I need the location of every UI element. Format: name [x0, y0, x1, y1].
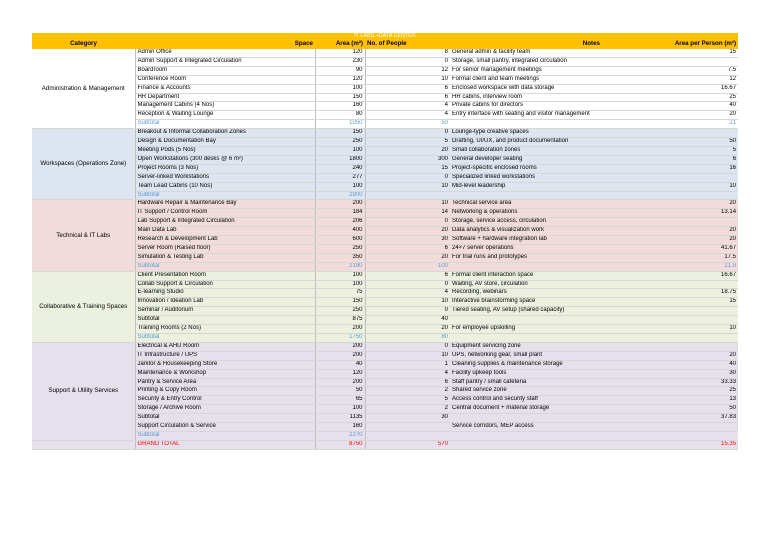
area-cell[interactable]: 100: [315, 146, 365, 155]
table-row: [32, 146, 738, 155]
area-per-person-cell[interactable]: 20: [640, 236, 738, 245]
area-cell[interactable]: 200: [315, 325, 365, 334]
space-cell[interactable]: Subtotal: [135, 316, 315, 325]
space-cell[interactable]: Meeting Pods (5 Nos): [135, 146, 315, 155]
space-cell[interactable]: IT Infrastructure / UPS: [135, 351, 315, 360]
area-per-person-cell[interactable]: 50: [640, 138, 738, 147]
people-cell[interactable]: 0: [365, 342, 450, 351]
area-cell[interactable]: 1135: [315, 414, 365, 423]
area-per-person-cell[interactable]: 15: [640, 49, 738, 57]
notes-cell[interactable]: General developer seating: [450, 155, 640, 164]
notes-cell[interactable]: Storage, small pantry, integrated circulation: [450, 57, 640, 66]
area-cell[interactable]: 100: [315, 280, 365, 289]
table-row: [32, 307, 738, 316]
space-cell[interactable]: Client Presentation Room: [135, 271, 315, 280]
area-cell[interactable]: 2190: [315, 262, 365, 271]
area-cell[interactable]: 350: [315, 253, 365, 262]
area-cell[interactable]: 2270: [315, 431, 365, 440]
table-row: [32, 102, 738, 111]
people-cell[interactable]: 0: [365, 173, 450, 182]
table-row: [32, 209, 738, 218]
notes-cell[interactable]: Lounge-type creative spaces: [450, 129, 640, 138]
table-row: [32, 218, 738, 227]
area-per-person-cell[interactable]: 20: [640, 200, 738, 209]
area-per-person-cell[interactable]: 37.83: [640, 414, 738, 423]
space-cell[interactable]: Lab Support & Integrated Circulation: [135, 218, 315, 227]
area-per-person-cell[interactable]: 18.75: [640, 289, 738, 298]
space-cell[interactable]: Collab Support & Circulation: [135, 280, 315, 289]
notes-cell[interactable]: 24×7 server operations: [450, 244, 640, 253]
people-cell[interactable]: 1: [365, 360, 450, 369]
header-space[interactable]: Space: [135, 39, 315, 49]
area-cell[interactable]: 277: [315, 173, 365, 182]
notes-cell[interactable]: [450, 334, 640, 343]
area-per-person-cell[interactable]: 50: [640, 405, 738, 414]
space-cell[interactable]: Team Lead Cabins (10 Nos): [135, 182, 315, 191]
grand-total-row: [32, 440, 738, 449]
area-cell[interactable]: 2900: [315, 191, 365, 200]
area-per-person-cell[interactable]: 12: [640, 75, 738, 84]
people-cell[interactable]: 30: [365, 236, 450, 245]
table-row: [32, 423, 738, 432]
notes-cell[interactable]: [450, 120, 640, 129]
table-row: [32, 129, 738, 138]
area-per-person-cell[interactable]: 16: [640, 164, 738, 173]
area-cell[interactable]: 80: [315, 111, 365, 120]
subtotal-row: [32, 120, 738, 129]
area-per-person-cell[interactable]: 40: [640, 360, 738, 369]
area-cell[interactable]: 160: [315, 102, 365, 111]
area-cell[interactable]: 250: [315, 244, 365, 253]
table-row: [32, 405, 738, 414]
category-cell[interactable]: Collaborative & Training Spaces: [32, 271, 135, 342]
space-program-table: [32, 33, 738, 450]
area-per-person-cell[interactable]: 6: [640, 155, 738, 164]
area-per-person-cell[interactable]: [640, 431, 738, 440]
notes-cell[interactable]: Project-specific enclosed rooms: [450, 164, 640, 173]
area-per-person-cell[interactable]: [640, 280, 738, 289]
people-cell[interactable]: [365, 191, 450, 200]
space-cell[interactable]: Finance & Accounts: [135, 84, 315, 93]
table-row: [32, 253, 738, 262]
table-row: [32, 57, 738, 66]
people-cell[interactable]: 20: [365, 253, 450, 262]
table-row: [32, 280, 738, 289]
notes-cell[interactable]: [450, 316, 640, 325]
area-cell[interactable]: 1750: [315, 334, 365, 343]
subtotal-row: [32, 431, 738, 440]
space-cell[interactable]: Seminar / Auditorium: [135, 307, 315, 316]
space-cell[interactable]: HR Department: [135, 93, 315, 102]
notes-cell[interactable]: Formal client interaction space: [450, 271, 640, 280]
people-cell[interactable]: 4: [365, 369, 450, 378]
notes-cell[interactable]: Drafting, UI/UX, and product documentation: [450, 138, 640, 147]
space-cell[interactable]: Janitor & Housekeeping Store: [135, 360, 315, 369]
notes-cell[interactable]: [450, 431, 640, 440]
notes-cell[interactable]: Formal client and team meetings: [450, 75, 640, 84]
table-row: [32, 182, 738, 191]
space-cell[interactable]: Support Circulation & Service: [135, 423, 315, 432]
notes-cell[interactable]: [450, 191, 640, 200]
table-row: [32, 387, 738, 396]
area-cell[interactable]: 600: [315, 236, 365, 245]
people-cell[interactable]: 14: [365, 209, 450, 218]
notes-cell[interactable]: Entry interface with seating and visitor management: [450, 111, 640, 120]
area-cell[interactable]: 200: [315, 200, 365, 209]
space-cell[interactable]: Reception & Waiting Lounge: [135, 111, 315, 120]
table-row: [32, 325, 738, 334]
area-per-person-cell[interactable]: 16.67: [640, 271, 738, 280]
notes-cell[interactable]: Technical service area: [450, 200, 640, 209]
notes-cell[interactable]: HR cabins, interview room: [450, 93, 640, 102]
space-cell[interactable]: Maintenance & Workshop: [135, 369, 315, 378]
notes-cell[interactable]: Private cabins for directors: [450, 102, 640, 111]
space-cell[interactable]: Security & Entry Control: [135, 396, 315, 405]
subtotal-row: [32, 334, 738, 343]
area-cell[interactable]: 1800: [315, 155, 365, 164]
table-row: [32, 84, 738, 93]
category-cell[interactable]: Administration & Management: [32, 49, 135, 129]
people-cell[interactable]: 20: [365, 227, 450, 236]
table-row: [32, 289, 738, 298]
space-cell[interactable]: Research & Development Lab: [135, 236, 315, 245]
people-cell[interactable]: 50: [365, 120, 450, 129]
table-row: [32, 173, 738, 182]
people-cell[interactable]: 10: [365, 75, 450, 84]
people-cell[interactable]: 5: [365, 396, 450, 405]
notes-cell[interactable]: Small collaboration zones: [450, 146, 640, 155]
table-row: [32, 227, 738, 236]
grand-total-people[interactable]: 570: [365, 440, 450, 449]
header-notes[interactable]: Notes: [450, 39, 640, 49]
area-cell[interactable]: 120: [315, 75, 365, 84]
space-cell[interactable]: IT Support / Control Room: [135, 209, 315, 218]
table-row: [32, 351, 738, 360]
area-cell[interactable]: 100: [315, 271, 365, 280]
notes-cell[interactable]: Enclosed workspace with data storage: [450, 84, 640, 93]
space-cell[interactable]: Breakout & Informal Collaboration Zones: [135, 129, 315, 138]
space-cell[interactable]: Storage / Archive Room: [135, 405, 315, 414]
space-cell[interactable]: Hardware Repair & Maintenance Bay: [135, 200, 315, 209]
space-cell[interactable]: Printing & Copy Room: [135, 387, 315, 396]
table-row: [32, 369, 738, 378]
area-per-person-cell[interactable]: 41.67: [640, 244, 738, 253]
table-row: [32, 155, 738, 164]
table-row: [32, 396, 738, 405]
people-cell[interactable]: 0: [365, 280, 450, 289]
people-cell[interactable]: 4: [365, 289, 450, 298]
table-row: [32, 244, 738, 253]
people-cell[interactable]: 10: [365, 200, 450, 209]
space-cell[interactable]: Admin Office: [135, 49, 315, 57]
space-cell[interactable]: Electrical & AHU Room: [135, 342, 315, 351]
notes-cell[interactable]: Networking & operations: [450, 209, 640, 218]
area-cell[interactable]: 206: [315, 218, 365, 227]
header-people[interactable]: No. of People: [365, 39, 450, 49]
people-cell[interactable]: 10: [365, 351, 450, 360]
area-per-person-cell[interactable]: 21: [640, 120, 738, 129]
table-row: [32, 342, 738, 351]
people-cell[interactable]: 30: [365, 414, 450, 423]
area-per-person-cell[interactable]: 13.14: [640, 209, 738, 218]
people-cell[interactable]: 6: [365, 93, 450, 102]
table-row: [32, 360, 738, 369]
people-cell[interactable]: 0: [365, 129, 450, 138]
space-cell[interactable]: Main Data Lab: [135, 227, 315, 236]
notes-cell[interactable]: Specialized linked workstations: [450, 173, 640, 182]
space-cell[interactable]: Design & Documentation Bay: [135, 138, 315, 147]
people-cell[interactable]: 2: [365, 405, 450, 414]
header-category[interactable]: Category: [32, 39, 135, 49]
area-per-person-cell[interactable]: 30: [640, 369, 738, 378]
space-cell[interactable]: E-learning Studio: [135, 289, 315, 298]
space-cell[interactable]: Subtotal: [135, 431, 315, 440]
notes-cell[interactable]: Staff pantry / small cafeteria: [450, 378, 640, 387]
notes-cell[interactable]: [450, 262, 640, 271]
table-row: [32, 66, 738, 75]
notes-cell[interactable]: Equipment servicing zone: [450, 342, 640, 351]
area-per-person-cell[interactable]: 13: [640, 396, 738, 405]
table-row: [32, 200, 738, 209]
empty-cell: [32, 440, 135, 449]
notes-cell[interactable]: Access control and security staff: [450, 396, 640, 405]
area-per-person-cell[interactable]: 16.67: [640, 84, 738, 93]
sheet-title: IT LABS +DATA CENTER: [32, 33, 738, 39]
subtotal-row: [32, 262, 738, 271]
notes-cell[interactable]: Data analytics & visualization work: [450, 227, 640, 236]
notes-cell[interactable]: For senior management meetings: [450, 66, 640, 75]
table-row: [32, 316, 738, 325]
people-cell[interactable]: 6: [365, 378, 450, 387]
area-cell[interactable]: 120: [315, 369, 365, 378]
area-cell[interactable]: 184: [315, 209, 365, 218]
space-cell[interactable]: Subtotal: [135, 120, 315, 129]
area-cell[interactable]: 400: [315, 227, 365, 236]
table-row: [32, 298, 738, 307]
area-per-person-cell[interactable]: 33.33: [640, 378, 738, 387]
table-row: [32, 164, 738, 173]
space-cell[interactable]: Subtotal: [135, 191, 315, 200]
notes-cell[interactable]: UPS, networking gear, small plant: [450, 351, 640, 360]
people-cell[interactable]: 5: [365, 138, 450, 147]
header-area-per-person[interactable]: Area per Person (m²): [640, 39, 738, 49]
grand-total-label[interactable]: GRAND TOTAL: [135, 440, 315, 449]
table-row: [32, 271, 738, 280]
area-per-person-cell[interactable]: 25: [640, 93, 738, 102]
people-cell[interactable]: 4: [365, 102, 450, 111]
people-cell[interactable]: 80: [365, 334, 450, 343]
table-row: [32, 75, 738, 84]
area-per-person-cell[interactable]: [640, 129, 738, 138]
notes-cell[interactable]: Facility upkeep tools: [450, 369, 640, 378]
area-cell[interactable]: 90: [315, 66, 365, 75]
area-per-person-cell[interactable]: [640, 57, 738, 66]
category-cell[interactable]: Support & Utility Services: [32, 342, 135, 440]
notes-cell[interactable]: Shared service zone: [450, 387, 640, 396]
notes-cell[interactable]: Service corridors, MEP access: [450, 423, 640, 432]
space-cell[interactable]: Admin Support & Integrated Circulation: [135, 57, 315, 66]
people-cell[interactable]: 20: [365, 146, 450, 155]
notes-cell[interactable]: Central document + material storage: [450, 405, 640, 414]
people-cell[interactable]: 6: [365, 244, 450, 253]
area-per-person-cell[interactable]: [640, 423, 738, 432]
notes-cell[interactable]: Waiting, AV store, circulation: [450, 280, 640, 289]
area-cell[interactable]: 150: [315, 298, 365, 307]
area-per-person-cell[interactable]: [640, 218, 738, 227]
area-cell[interactable]: 100: [315, 405, 365, 414]
area-per-person-cell[interactable]: 21.9: [640, 262, 738, 271]
table-row: [32, 111, 738, 120]
area-per-person-cell[interactable]: 7.5: [640, 66, 738, 75]
people-cell[interactable]: 6: [365, 271, 450, 280]
space-cell[interactable]: Training Rooms (2 Nos): [135, 325, 315, 334]
area-cell[interactable]: 50: [315, 387, 365, 396]
area-per-person-cell[interactable]: 20: [640, 111, 738, 120]
area-per-person-cell[interactable]: 10: [640, 325, 738, 334]
area-cell[interactable]: 40: [315, 360, 365, 369]
area-per-person-cell[interactable]: [640, 316, 738, 325]
space-cell[interactable]: Innovation / Ideation Lab: [135, 298, 315, 307]
table-row: [32, 138, 738, 147]
people-cell[interactable]: 12: [365, 66, 450, 75]
area-cell[interactable]: 1050: [315, 120, 365, 129]
people-cell[interactable]: 15: [365, 164, 450, 173]
table-row: [32, 49, 738, 57]
space-cell[interactable]: Boardroom: [135, 66, 315, 75]
notes-cell[interactable]: Cleaning supplies & maintenance storage: [450, 360, 640, 369]
area-per-person-cell[interactable]: 17.5: [640, 253, 738, 262]
area-cell[interactable]: 150: [315, 129, 365, 138]
empty-cell: [450, 440, 640, 449]
notes-cell[interactable]: For trial runs and prototypes: [450, 253, 640, 262]
area-cell[interactable]: 240: [315, 164, 365, 173]
area-cell[interactable]: 230: [315, 57, 365, 66]
people-cell[interactable]: 0: [365, 218, 450, 227]
table-row: [32, 236, 738, 245]
people-cell[interactable]: [365, 431, 450, 440]
people-cell[interactable]: 100: [365, 262, 450, 271]
people-cell[interactable]: 2: [365, 387, 450, 396]
area-cell[interactable]: 100: [315, 182, 365, 191]
notes-cell[interactable]: Tiered seating, AV setup (shared capacity): [450, 307, 640, 316]
area-per-person-cell[interactable]: 10: [640, 182, 738, 191]
area-per-person-cell[interactable]: [640, 173, 738, 182]
area-cell[interactable]: 200: [315, 342, 365, 351]
space-cell[interactable]: Simulation & Testing Lab: [135, 253, 315, 262]
area-cell[interactable]: 65: [315, 396, 365, 405]
table-row: [32, 378, 738, 387]
space-cell[interactable]: Open Workstations (300 desks @ 6 m²): [135, 155, 315, 164]
area-per-person-cell[interactable]: 25: [640, 387, 738, 396]
people-cell[interactable]: 10: [365, 182, 450, 191]
notes-cell[interactable]: Software + hardware integration lab: [450, 236, 640, 245]
space-cell[interactable]: Management Cabins (4 Nos): [135, 102, 315, 111]
area-per-person-cell[interactable]: [640, 342, 738, 351]
people-cell[interactable]: 0: [365, 57, 450, 66]
people-cell[interactable]: 20: [365, 325, 450, 334]
area-per-person-cell[interactable]: 15: [640, 298, 738, 307]
space-cell[interactable]: Server-linked Workstations: [135, 173, 315, 182]
space-cell[interactable]: Subtotal: [135, 414, 315, 423]
area-per-person-cell[interactable]: 20: [640, 227, 738, 236]
people-cell[interactable]: 8: [365, 49, 450, 57]
header-row: [32, 39, 738, 49]
area-per-person-cell[interactable]: 20: [640, 351, 738, 360]
table-row: [32, 93, 738, 102]
category-cell[interactable]: Workspaces (Operations Zone): [32, 129, 135, 200]
people-cell[interactable]: 10: [365, 298, 450, 307]
notes-cell[interactable]: For employee upskilling: [450, 325, 640, 334]
notes-cell[interactable]: Storage, service access, circulation: [450, 218, 640, 227]
people-cell[interactable]: 4: [365, 111, 450, 120]
subtotal-row: [32, 191, 738, 200]
area-cell[interactable]: 875: [315, 316, 365, 325]
area-cell[interactable]: 150: [315, 93, 365, 102]
people-cell[interactable]: 0: [365, 307, 450, 316]
area-per-person-cell[interactable]: [640, 334, 738, 343]
notes-cell[interactable]: Recording, webinars: [450, 289, 640, 298]
notes-cell[interactable]: Mid-level leadership: [450, 182, 640, 191]
notes-cell[interactable]: [450, 414, 640, 423]
category-cell[interactable]: Technical & IT Labs: [32, 200, 135, 271]
grand-total-area[interactable]: 8750: [315, 440, 365, 449]
space-cell[interactable]: Server Room (Raised floor): [135, 244, 315, 253]
people-cell[interactable]: 6: [365, 84, 450, 93]
space-cell[interactable]: Subtotal: [135, 334, 315, 343]
area-per-person-cell[interactable]: [640, 307, 738, 316]
table-row: [32, 414, 738, 423]
area-cell[interactable]: 120: [315, 49, 365, 57]
people-cell[interactable]: 40: [365, 316, 450, 325]
area-per-person-cell[interactable]: 5: [640, 146, 738, 155]
spreadsheet: [32, 33, 738, 450]
space-cell[interactable]: Pantry & Service Area: [135, 378, 315, 387]
area-cell[interactable]: 200: [315, 351, 365, 360]
notes-cell[interactable]: General admin & facility team: [450, 49, 640, 57]
notes-cell[interactable]: Interactive brainstorming space: [450, 298, 640, 307]
area-cell[interactable]: 250: [315, 138, 365, 147]
area-cell[interactable]: 75: [315, 289, 365, 298]
area-cell[interactable]: 160: [315, 423, 365, 432]
area-cell[interactable]: 200: [315, 378, 365, 387]
area-cell[interactable]: 250: [315, 307, 365, 316]
people-cell[interactable]: [365, 423, 450, 432]
header-area[interactable]: Area (m²): [315, 39, 365, 49]
space-cell[interactable]: Project Rooms (3 Nos): [135, 164, 315, 173]
area-per-person-cell[interactable]: 40: [640, 102, 738, 111]
grand-total-area-per-person[interactable]: 15.35: [640, 440, 738, 449]
area-cell[interactable]: 100: [315, 84, 365, 93]
space-cell[interactable]: Subtotal: [135, 262, 315, 271]
space-cell[interactable]: Conference Room: [135, 75, 315, 84]
people-cell[interactable]: 300: [365, 155, 450, 164]
area-per-person-cell[interactable]: [640, 191, 738, 200]
